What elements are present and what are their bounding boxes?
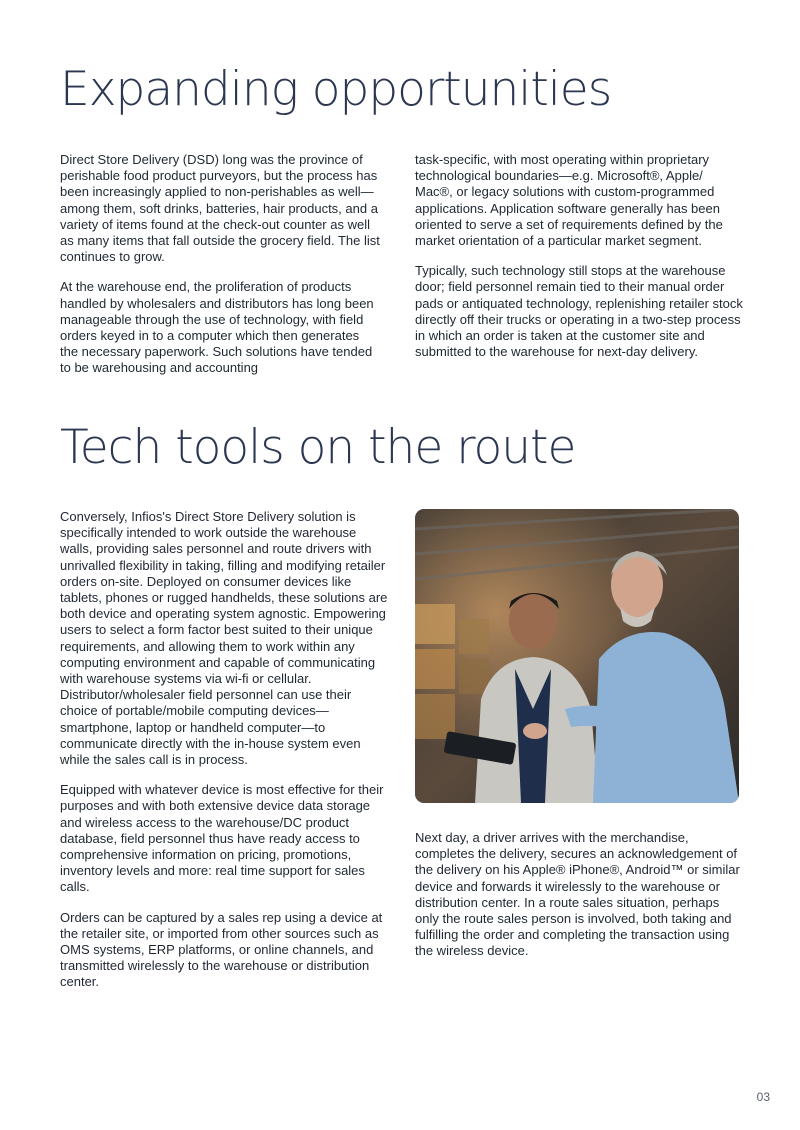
paragraph: task-specific, with most operating within proprietary technological boundaries—e.g. Microsoft®, Apple/ Mac®, or legacy solutions with custom-programmed applications. Application software generally has been oriented to serve a set of requirements defined by the market orientation of a particular market segment. xyxy=(415,152,723,249)
page-number: 03 xyxy=(756,1090,770,1104)
paragraph: Conversely, Infios's Direct Store Delivery solution is specifically intended to work outside the warehouse walls, providing sales personnel and route drivers with unrivalled flexibility in taking, filling and modifying retailer orders on-site. Deployed on consumer devices like tablets, phones or rugged handhelds, these solutions are both device and operating system agnostic. Empowering users to select a form factor best suited to their unique requirements, and allowing them to work within any computing environment and capable of communicating with warehouse systems via wi-fi or cellular. Distributor/wholesaler field personnel can use their choice of portable/mobile computing devices—smartphone, laptop or handheld computer—to communicate directly with the in-house system even while the sales call is in process. xyxy=(60,509,388,768)
heading-expanding-opportunities: Expanding opportunities xyxy=(60,62,612,117)
section1-column-right xyxy=(415,152,743,374)
section2-column-right xyxy=(415,830,745,974)
paragraph: Equipped with whatever device is most effective for their purposes and with both extensive device data storage and wireless access to the warehouse/DC product database, field personnel thus have ready access to comprehensive information on pricing, promotions, inventory levels and more: real time support for sales calls. xyxy=(60,782,384,895)
section2-column-left xyxy=(60,509,390,1005)
section1-column-left xyxy=(60,152,380,391)
paragraph: Orders can be captured by a sales rep using a device at the retailer site, or imported from other sources such as OMS systems, ERP platforms, or online channels, and transmitted wirelessly to the warehouse or distribution center. xyxy=(60,909,383,990)
paragraph: Next day, a driver arrives with the merchandise, completes the delivery, secures an acknowledgement of the delivery on his Apple® iPhone®, Android™ or similar device and forwards it wirelessly to the warehouse or distribution center. In a route sales situation, perhaps only the route sales person is involved, both taking and fulfilling the order and completing the transaction using the wireless device. xyxy=(415,830,740,959)
paragraph: At the warehouse end, the proliferation of products handled by wholesalers and distributors has long been manageable through the use of technology, with field orders keyed in to a computer which then generates the necessary paperwork. Such solutions have tended to be warehousing and accounting xyxy=(60,279,374,376)
heading-tech-tools: Tech tools on the route xyxy=(60,420,576,475)
paragraph: Typically, such technology still stops at the warehouse door; field personnel remain tied to their manual order pads or antiquated technology, replenishing retailer stock directly off their trucks or operating in a two-step process in which an order is taken at the customer site and submitted to the warehouse for next-day delivery. xyxy=(415,263,743,360)
paragraph: Direct Store Delivery (DSD) long was the province of perishable food product purveyors, but the process has been increasingly applied to non-perishables as well—among them, soft drinks, batteries, hair products, and a variety of items found at the check-out counter as well as many items that fall outside the grocery field. The list continues to grow. xyxy=(60,152,380,265)
warehouse-workers-photo xyxy=(415,509,739,803)
